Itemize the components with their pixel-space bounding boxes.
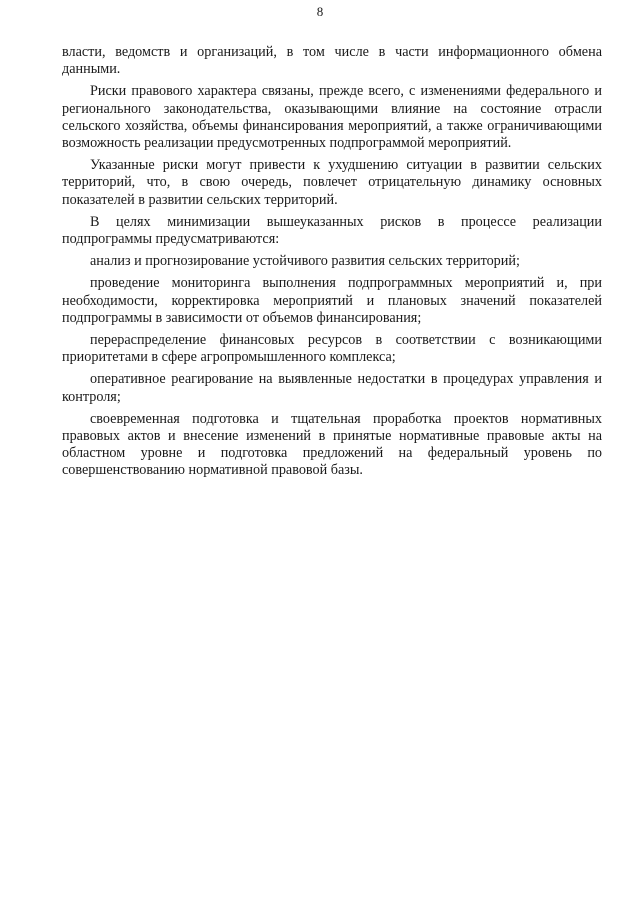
- document-body: [62, 44, 602, 480]
- list-item-analysis: анализ и прогнозирование устойчивого развития сельских территорий;: [90, 253, 520, 270]
- list-item-response: оперативное реагирование на выявленные недостатки в процедурах управления и контроля;: [62, 371, 602, 405]
- paragraph-legal-risks: Риски правового характера связаны, прежде всего, с изменениями федерального и регионального законодательства, оказывающими влияние на состояние отрасли сельского хозяйства, объемы финансирования мероприятий, а также ограничивающими возможность реализации предусмотренных подпрограммой мероприятий.: [62, 83, 602, 152]
- list-item-legislation: своевременная подготовка и тщательная проработка проектов нормативных правовых актов и внесение изменений в принятые нормативные правовые акты на областном уровне и подготовка предложений на федеральный уровень по совершенствованию нормативной правовой базы.: [62, 410, 602, 479]
- paragraph-minimization-intro: В целях минимизации вышеуказанных рисков в процессе реализации подпрограммы предусматриваются:: [62, 213, 602, 248]
- list-item-monitoring: проведение мониторинга выполнения подпрограммных мероприятий и, при необходимости, корректировка мероприятий и плановых значений показателей подпрограммы в зависимости от объемов финансирования;: [62, 275, 602, 326]
- paragraph-continuation: власти, ведомств и организаций, в том числе в части информационного обмена данными.: [62, 44, 602, 78]
- list-item-redistribution: перераспределение финансовых ресурсов в соответствии с возникающими приоритетами в сфере агропромышленного комплекса;: [62, 332, 602, 366]
- paragraph-risk-consequences: Указанные риски могут привести к ухудшению ситуации в развитии сельских территорий, что, в свою очередь, повлечет отрицательную динамику основных показателей в развитии сельских территорий.: [62, 157, 602, 208]
- page-number: 8: [316, 4, 324, 19]
